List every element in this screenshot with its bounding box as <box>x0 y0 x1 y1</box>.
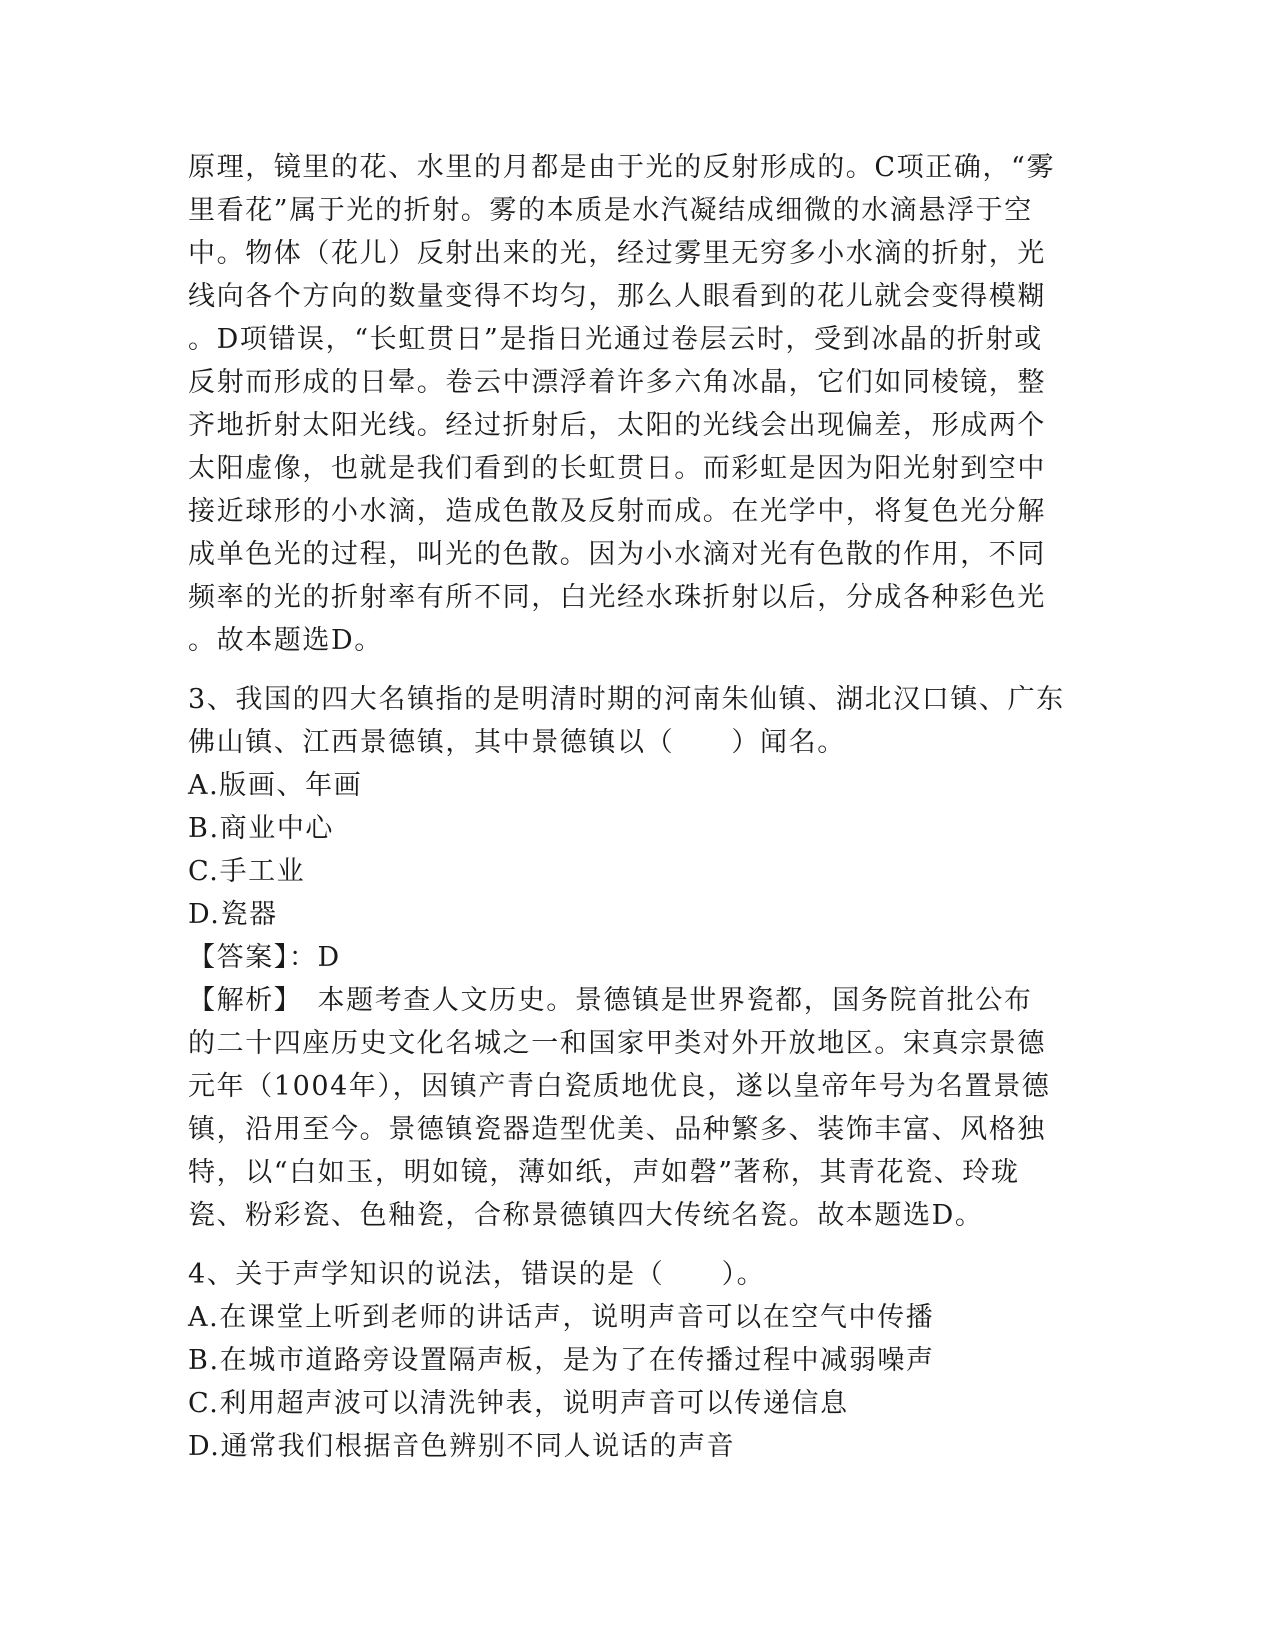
question-3 <box>188 678 1088 1237</box>
option-a: A.在课堂上听到老师的讲话声，说明声音可以在空气中传播 <box>188 1302 935 1333</box>
question-4 <box>188 1253 1088 1468</box>
option-b: B.在城市道路旁设置隔声板，是为了在传播过程中减弱噪声 <box>188 1345 935 1376</box>
text-line: 成单色光的过程，叫光的色散。因为小水滴对光有色散的作用，不同 <box>188 539 1046 570</box>
question-stem-line: 佛山镇、江西景德镇，其中景德镇以（ ）闻名。 <box>188 727 846 758</box>
document-page <box>188 146 1088 1468</box>
option-a: A.版画、年画 <box>188 770 363 801</box>
text-line: 线向各个方向的数量变得不均匀，那么人眼看到的花儿就会变得模糊 <box>188 281 1046 312</box>
option-c: C.手工业 <box>188 856 306 887</box>
text-line: 里看花”属于光的折射。雾的本质是水汽凝结成细微的水滴悬浮于空 <box>188 195 1033 226</box>
option-d: D.瓷器 <box>188 899 278 930</box>
option-b: B.商业中心 <box>188 813 335 844</box>
text-line: 频率的光的折射率有所不同，白光经水珠折射以后，分成各种彩色光 <box>188 582 1046 613</box>
text-line: 原理，镜里的花、水里的月都是由于光的反射形成的。C项正确，“雾 <box>188 152 1056 183</box>
text-line: 太阳虚像，也就是我们看到的长虹贯日。而彩虹是因为阳光射到空中 <box>188 453 1046 484</box>
analysis-line: 【解析】 本题考查人文历史。景德镇是世界瓷都，国务院首批公布 <box>188 985 1033 1016</box>
option-c: C.利用超声波可以清洗钟表，说明声音可以传递信息 <box>188 1388 849 1419</box>
analysis-line: 镇，沿用至今。景德镇瓷器造型优美、品种繁多、装饰丰富、风格独 <box>188 1114 1046 1145</box>
analysis-line: 元年（1004年），因镇产青白瓷质地优良，遂以皇帝年号为名置景德 <box>188 1071 1051 1102</box>
text-line: 齐地折射太阳光线。经过折射后，太阳的光线会出现偏差，形成两个 <box>188 410 1046 441</box>
text-line: 接近球形的小水滴，造成色散及反射而成。在光学中，将复色光分解 <box>188 496 1046 527</box>
analysis-line: 瓷、粉彩瓷、色釉瓷，合称景德镇四大传统名瓷。故本题选D。 <box>188 1200 984 1231</box>
text-line: 中。物体（花儿）反射出来的光，经过雾里无穷多小水滴的折射，光 <box>188 238 1046 269</box>
answer-line: 【答案】：D <box>188 942 341 973</box>
text-line: 。D项错误，“长虹贯日”是指日光通过卷层云时，受到冰晶的折射或 <box>188 324 1043 355</box>
option-d: D.通常我们根据音色辨别不同人说话的声音 <box>188 1431 736 1462</box>
explanation-continuation <box>188 146 1088 662</box>
text-line: 。故本题选D。 <box>188 625 383 656</box>
analysis-line: 的二十四座历史文化名城之一和国家甲类对外开放地区。宋真宗景德 <box>188 1028 1046 1059</box>
analysis-line: 特，以“白如玉，明如镜，薄如纸，声如磬”著称，其青花瓷、玲珑 <box>188 1157 1020 1188</box>
text-line: 反射而形成的日晕。卷云中漂浮着许多六角冰晶，它们如同棱镜，整 <box>188 367 1046 398</box>
question-stem-line: 4、关于声学知识的说法，错误的是（ ）。 <box>188 1259 766 1290</box>
question-stem-line: 3、我国的四大名镇指的是明清时期的河南朱仙镇、湖北汉口镇、广东 <box>188 684 1065 715</box>
